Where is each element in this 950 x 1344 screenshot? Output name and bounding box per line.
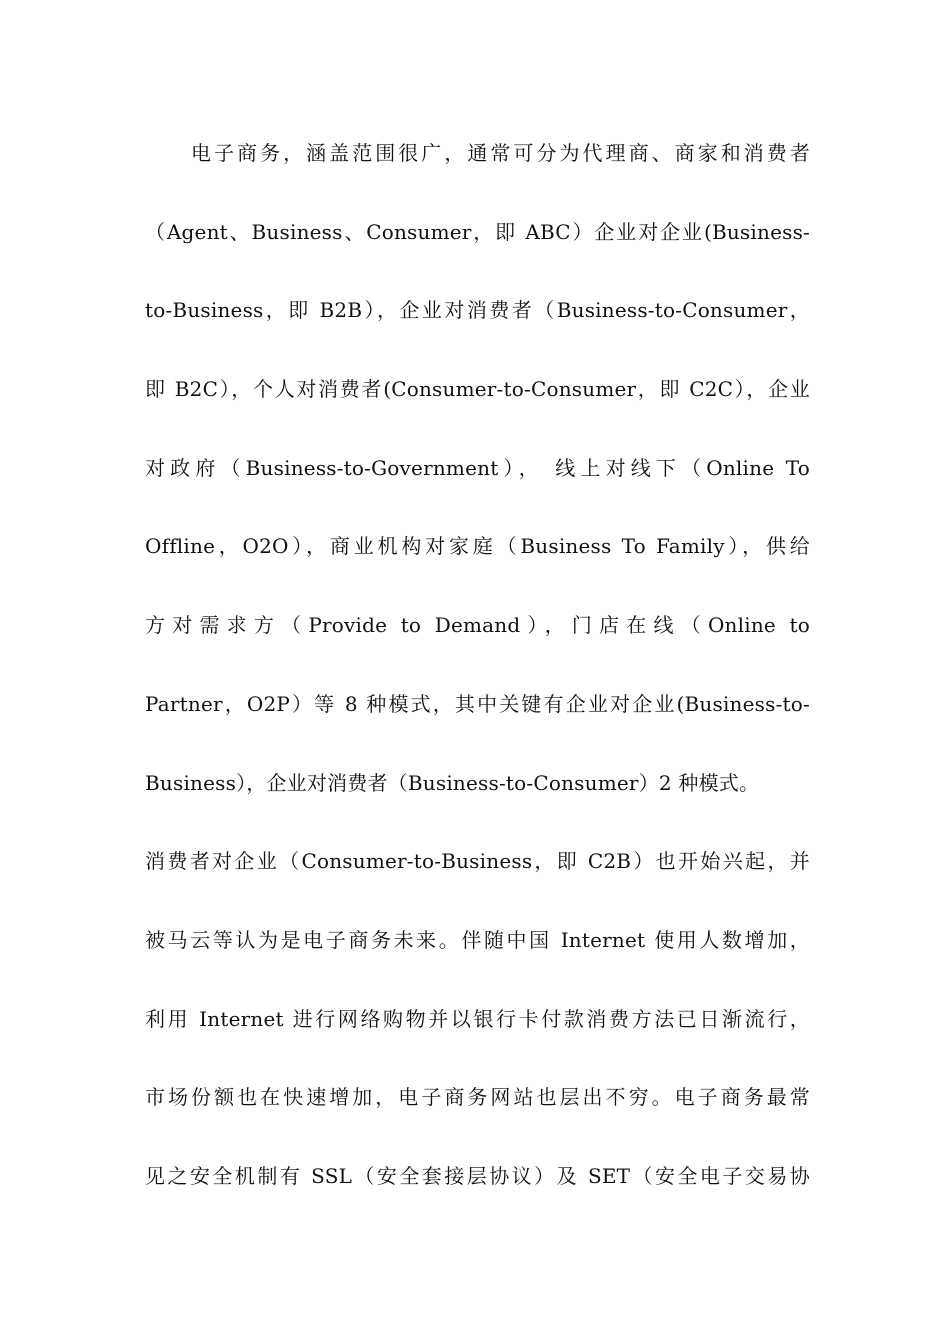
text-line: to-Business，即 B2B），企业对消费者（Business-to-Consumer， xyxy=(145,298,810,323)
text-line: 见之安全机制有 SSL（安全套接层协议）及 SET（安全电子交易协 xyxy=(145,1163,810,1188)
text-line: （Agent、Business、Consumer，即 ABC）企业对企业(Business- xyxy=(145,219,810,244)
text-line: Business），企业对消费者（Business-to-Consumer）2 种模式。 xyxy=(145,770,760,795)
text-line: 对政府（Business-to-Government）， 线上对线下（Online To xyxy=(145,455,810,480)
text-line: 消费者对企业（Consumer-to-Business，即 C2B）也开始兴起，并 xyxy=(145,849,810,874)
text-line: 市场份额也在快速增加，电子商务网站也层出不穷。电子商务最常 xyxy=(145,1085,810,1110)
body-paragraph xyxy=(145,134,810,1236)
text-line: 电子商务，涵盖范围很广，通常可分为代理商、商家和消费者 xyxy=(191,141,810,165)
text-line: 即 B2C），个人对消费者(Consumer-to-Consumer，即 C2C），企业 xyxy=(145,377,810,402)
text-line: 利用 Internet 进行网络购物并以银行卡付款消费方法已日渐流行， xyxy=(145,1006,810,1031)
text-line: 被马云等认为是电子商务未来。伴随中国 Internet 使用人数增加， xyxy=(145,927,810,952)
text-line: Offline，O2O），商业机构对家庭（Business To Family），供给 xyxy=(145,534,810,559)
text-line: Partner，O2P）等 8 种模式，其中关键有企业对企业(Business-to- xyxy=(145,691,810,716)
text-line: 方对需求方（Provide to Demand），门店在线（Online to xyxy=(145,613,810,638)
